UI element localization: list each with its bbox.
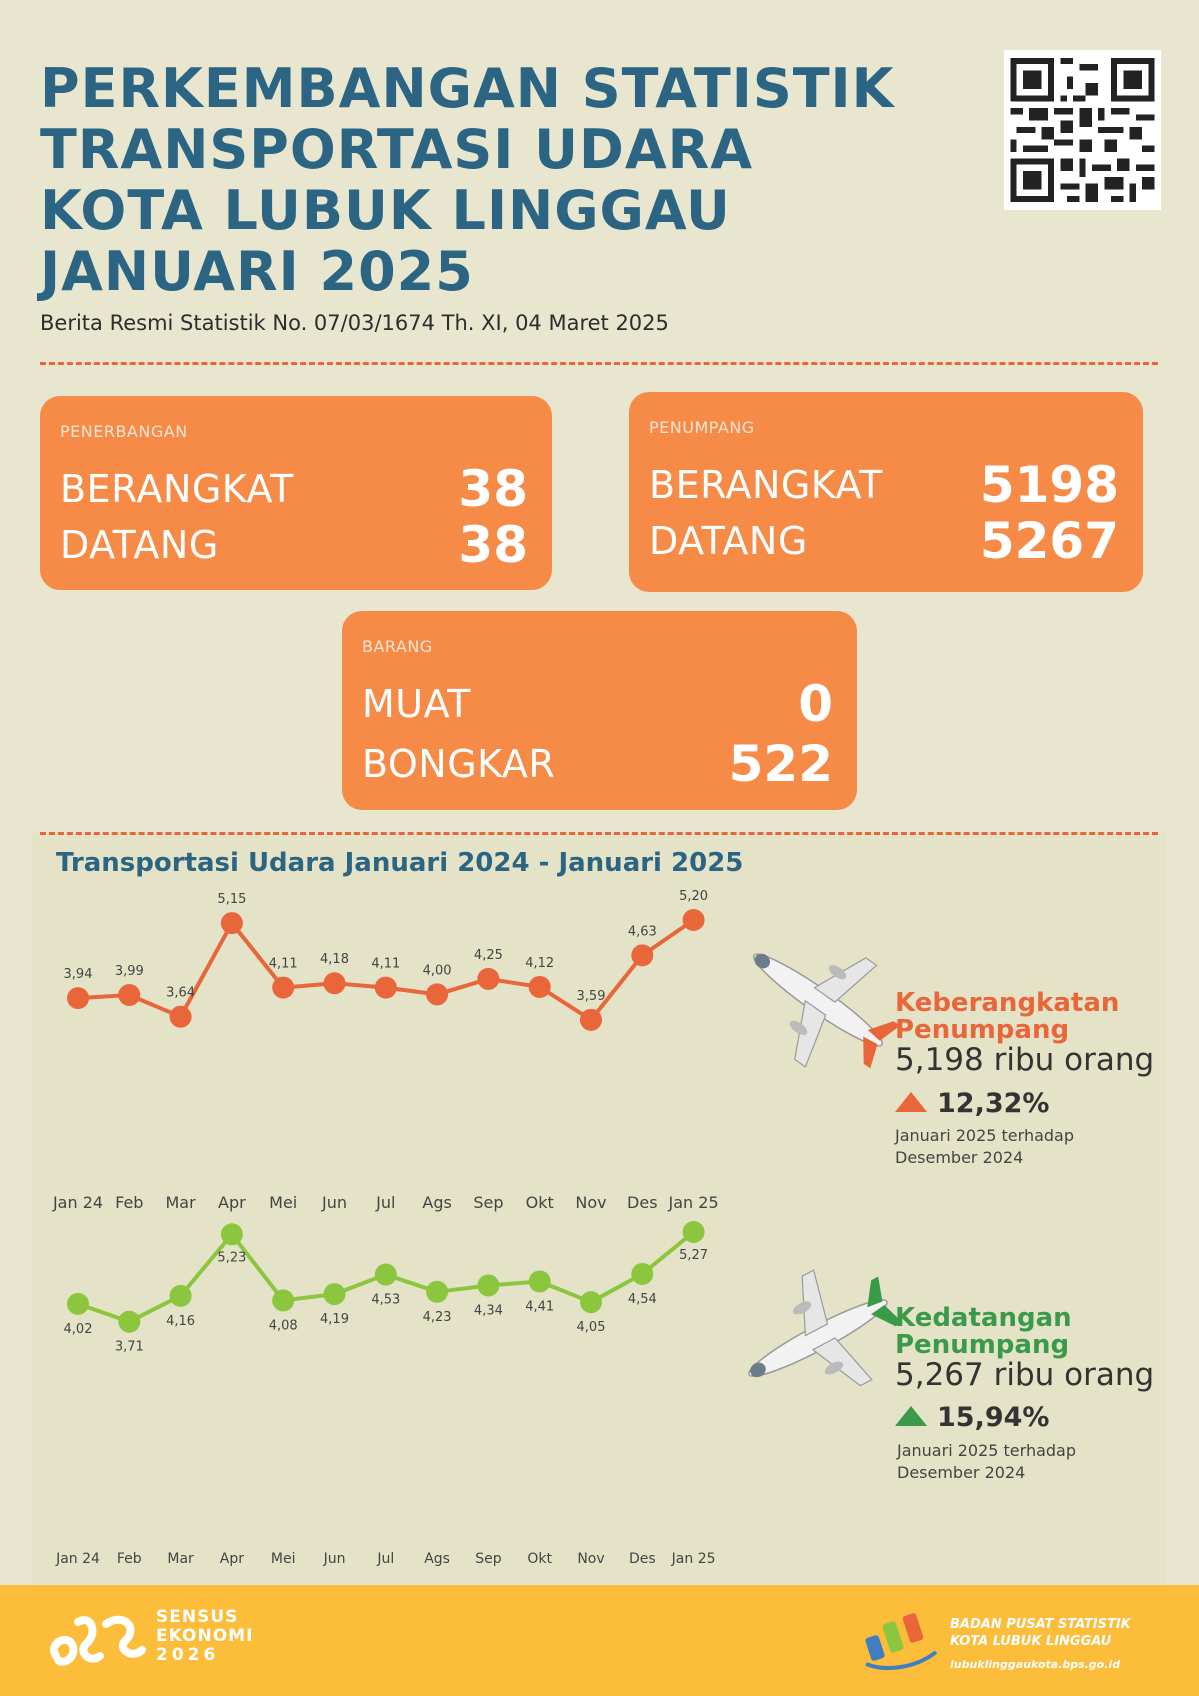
departure-data-label: 3,99 (114, 964, 144, 980)
departure-data-label: 4,11 (371, 956, 401, 972)
arrival-data-point (67, 1293, 89, 1315)
title-line: JANUARI 2025 (40, 240, 474, 303)
departure-tick-label: Apr (218, 1193, 246, 1212)
departure-data-point (118, 984, 140, 1006)
arrival-tick-label: Mar (167, 1551, 194, 1567)
airplane-departure-icon (719, 904, 921, 1097)
arrival-tick-label: Des (628, 1551, 656, 1567)
card-category: PENERBANGAN (60, 422, 188, 441)
departure-data-point (170, 1006, 192, 1028)
arrival-data-point (324, 1283, 346, 1305)
note-line: Desember 2024 (895, 1148, 1024, 1167)
departure-change-value: 12,32% (937, 1088, 1050, 1119)
arrival-data-label: 4,19 (320, 1312, 349, 1328)
up-arrow-icon (895, 1092, 927, 1112)
departure-data-point (324, 972, 346, 994)
departure-data-label: 4,12 (525, 955, 555, 971)
card-label: DATANG (60, 523, 219, 567)
chart-title: Transportasi Udara Januari 2024 - Januari 2025 (56, 848, 744, 878)
departure-tick-label: Feb (115, 1193, 144, 1212)
arrival-data-label: 4,23 (422, 1309, 452, 1325)
departure-heading-line: Keberangkatan (895, 988, 1120, 1018)
arrival-data-label: 4,34 (473, 1303, 503, 1319)
sensus-line: 2026 (156, 1645, 220, 1665)
arrival-data-label: 5,27 (679, 1248, 709, 1263)
departure-data-label: 5,20 (679, 889, 709, 904)
bps-name (950, 1616, 1131, 1650)
card-category: PENUMPANG (649, 418, 755, 437)
arrival-data-label: 4,08 (268, 1318, 298, 1334)
arrival-data-point (580, 1291, 602, 1313)
departure-data-point (221, 912, 243, 934)
airplane-arrival-icon (720, 1245, 919, 1430)
departure-tick-label: Jun (322, 1193, 347, 1212)
card-value: 522 (728, 735, 833, 793)
departure-data-label: 3,64 (166, 985, 196, 1001)
sensus-ekonomi-logo (48, 1604, 148, 1674)
card-value: 5198 (979, 456, 1119, 514)
arrival-data-point (272, 1289, 294, 1311)
arrival-chart (55, 1221, 715, 1567)
departure-tick-label: Jan 25 (668, 1193, 719, 1212)
arrival-tick-label: Ags (424, 1551, 450, 1567)
departure-data-point (375, 977, 397, 999)
card-value: 5267 (979, 512, 1119, 570)
arrival-data-point (529, 1270, 551, 1292)
arrival-tick-label: Sep (475, 1551, 502, 1567)
arrival-tick-label: Nov (577, 1551, 605, 1567)
arrival-tick-label: Okt (527, 1551, 553, 1567)
arrival-change (895, 1402, 1049, 1433)
arrival-data-point (683, 1221, 705, 1243)
title-line: KOTA LUBUK LINGGAU (40, 179, 731, 242)
departure-data-label: 4,18 (320, 952, 349, 968)
arrival-data-point (426, 1281, 448, 1303)
arrival-change-value: 15,94% (937, 1402, 1050, 1433)
arrival-data-label: 3,71 (114, 1339, 144, 1355)
title-line: TRANSPORTASI UDARA (40, 118, 753, 181)
arrival-data-point (170, 1285, 192, 1307)
card-label: MUAT (362, 682, 471, 726)
arrival-tick-label: Mei (270, 1551, 296, 1567)
card-label: DATANG (649, 519, 808, 563)
departure-tick-label: Jul (376, 1193, 396, 1212)
note-line: Desember 2024 (897, 1463, 1026, 1482)
departure-data-label: 3,94 (63, 967, 93, 983)
release-subtitle: Berita Resmi Statistik No. 07/03/1674 Th. XI, 04 Maret 2025 (40, 311, 669, 335)
arrival-tick-label: Feb (116, 1551, 142, 1567)
departure-tick-label: Mei (269, 1193, 298, 1212)
card-value: 38 (458, 516, 528, 574)
arrival-data-point (477, 1274, 499, 1296)
arrival-data-label: 5,23 (217, 1250, 247, 1266)
arrival-heading (895, 1305, 1072, 1359)
departure-tick-label: Mar (165, 1193, 196, 1212)
departure-data-point (580, 1009, 602, 1031)
arrival-data-point (375, 1264, 397, 1286)
departure-heading (895, 990, 1119, 1044)
arrival-tick-label: Jul (377, 1551, 395, 1567)
card-value: 38 (458, 460, 528, 518)
arrival-note (897, 1440, 1076, 1484)
departure-data-label: 4,11 (268, 956, 298, 972)
departure-tick-label: Nov (575, 1193, 607, 1212)
departure-data-label: 4,25 (473, 947, 503, 963)
departure-data-label: 4,63 (627, 924, 657, 940)
arrival-tick-label: Apr (219, 1551, 245, 1567)
arrival-data-point (631, 1263, 653, 1285)
arrival-heading-line: Penumpang (895, 1330, 1070, 1360)
arrival-value: 5,267 ribu orang (895, 1357, 1155, 1393)
card-category: BARANG (362, 637, 433, 656)
sensus-line: SENSUS (156, 1607, 239, 1627)
card-label: BERANGKAT (649, 463, 883, 507)
arrival-data-label: 4,41 (525, 1299, 555, 1315)
note-line: Januari 2025 terhadap (895, 1126, 1074, 1145)
departure-data-label: 3,59 (576, 988, 606, 1004)
note-line: Januari 2025 terhadap (897, 1441, 1076, 1460)
departure-change (895, 1088, 1049, 1119)
departure-note (895, 1125, 1074, 1169)
bps-line: BADAN PUSAT STATISTIK (950, 1617, 1131, 1632)
departure-data-point (272, 977, 294, 999)
departure-data-point (477, 968, 499, 990)
arrival-data-point (221, 1223, 243, 1245)
sensus-ekonomi-text (156, 1608, 253, 1665)
departure-data-point (426, 983, 448, 1005)
arrival-data-point (118, 1311, 140, 1333)
arrival-tick-label: Jan 24 (56, 1551, 100, 1567)
departure-tick-label: Sep (473, 1193, 504, 1212)
departure-tick-label: Okt (525, 1193, 554, 1212)
departure-tick-label: Jan 24 (52, 1193, 104, 1212)
arrival-data-label: 4,53 (371, 1292, 401, 1308)
arrival-data-label: 4,02 (63, 1321, 93, 1337)
departure-data-label: 5,15 (217, 892, 247, 908)
card-label: BERANGKAT (60, 467, 294, 511)
departure-data-point (631, 944, 653, 966)
arrival-data-label: 4,16 (166, 1313, 196, 1329)
departure-chart (52, 889, 719, 1212)
arrival-tick-label: Jan 25 (671, 1551, 716, 1567)
departure-tick-label: Des (627, 1193, 658, 1212)
bps-line: KOTA LUBUK LINGGAU (950, 1634, 1112, 1649)
sensus-line: EKONOMI (156, 1626, 254, 1646)
up-arrow-icon (895, 1406, 927, 1426)
arrival-heading-line: Kedatangan (895, 1303, 1072, 1333)
departure-data-point (683, 909, 705, 931)
card-value: 0 (798, 675, 833, 733)
title-line: PERKEMBANGAN STATISTIK (40, 57, 895, 120)
arrival-data-label: 4,54 (627, 1291, 657, 1307)
card-label: BONGKAR (362, 742, 556, 786)
bps-logo (862, 1608, 940, 1672)
departure-heading-line: Penumpang (895, 1015, 1070, 1045)
bps-website-link[interactable]: lubuklinggaukota.bps.go.id (950, 1658, 1121, 1671)
departure-data-point (529, 976, 551, 998)
departure-data-point (67, 987, 89, 1009)
arrival-data-label: 4,05 (576, 1320, 606, 1336)
departure-tick-label: Ags (422, 1193, 452, 1212)
departure-value: 5,198 ribu orang (895, 1042, 1155, 1078)
departure-data-label: 4,00 (422, 963, 452, 979)
arrival-tick-label: Jun (323, 1551, 346, 1567)
